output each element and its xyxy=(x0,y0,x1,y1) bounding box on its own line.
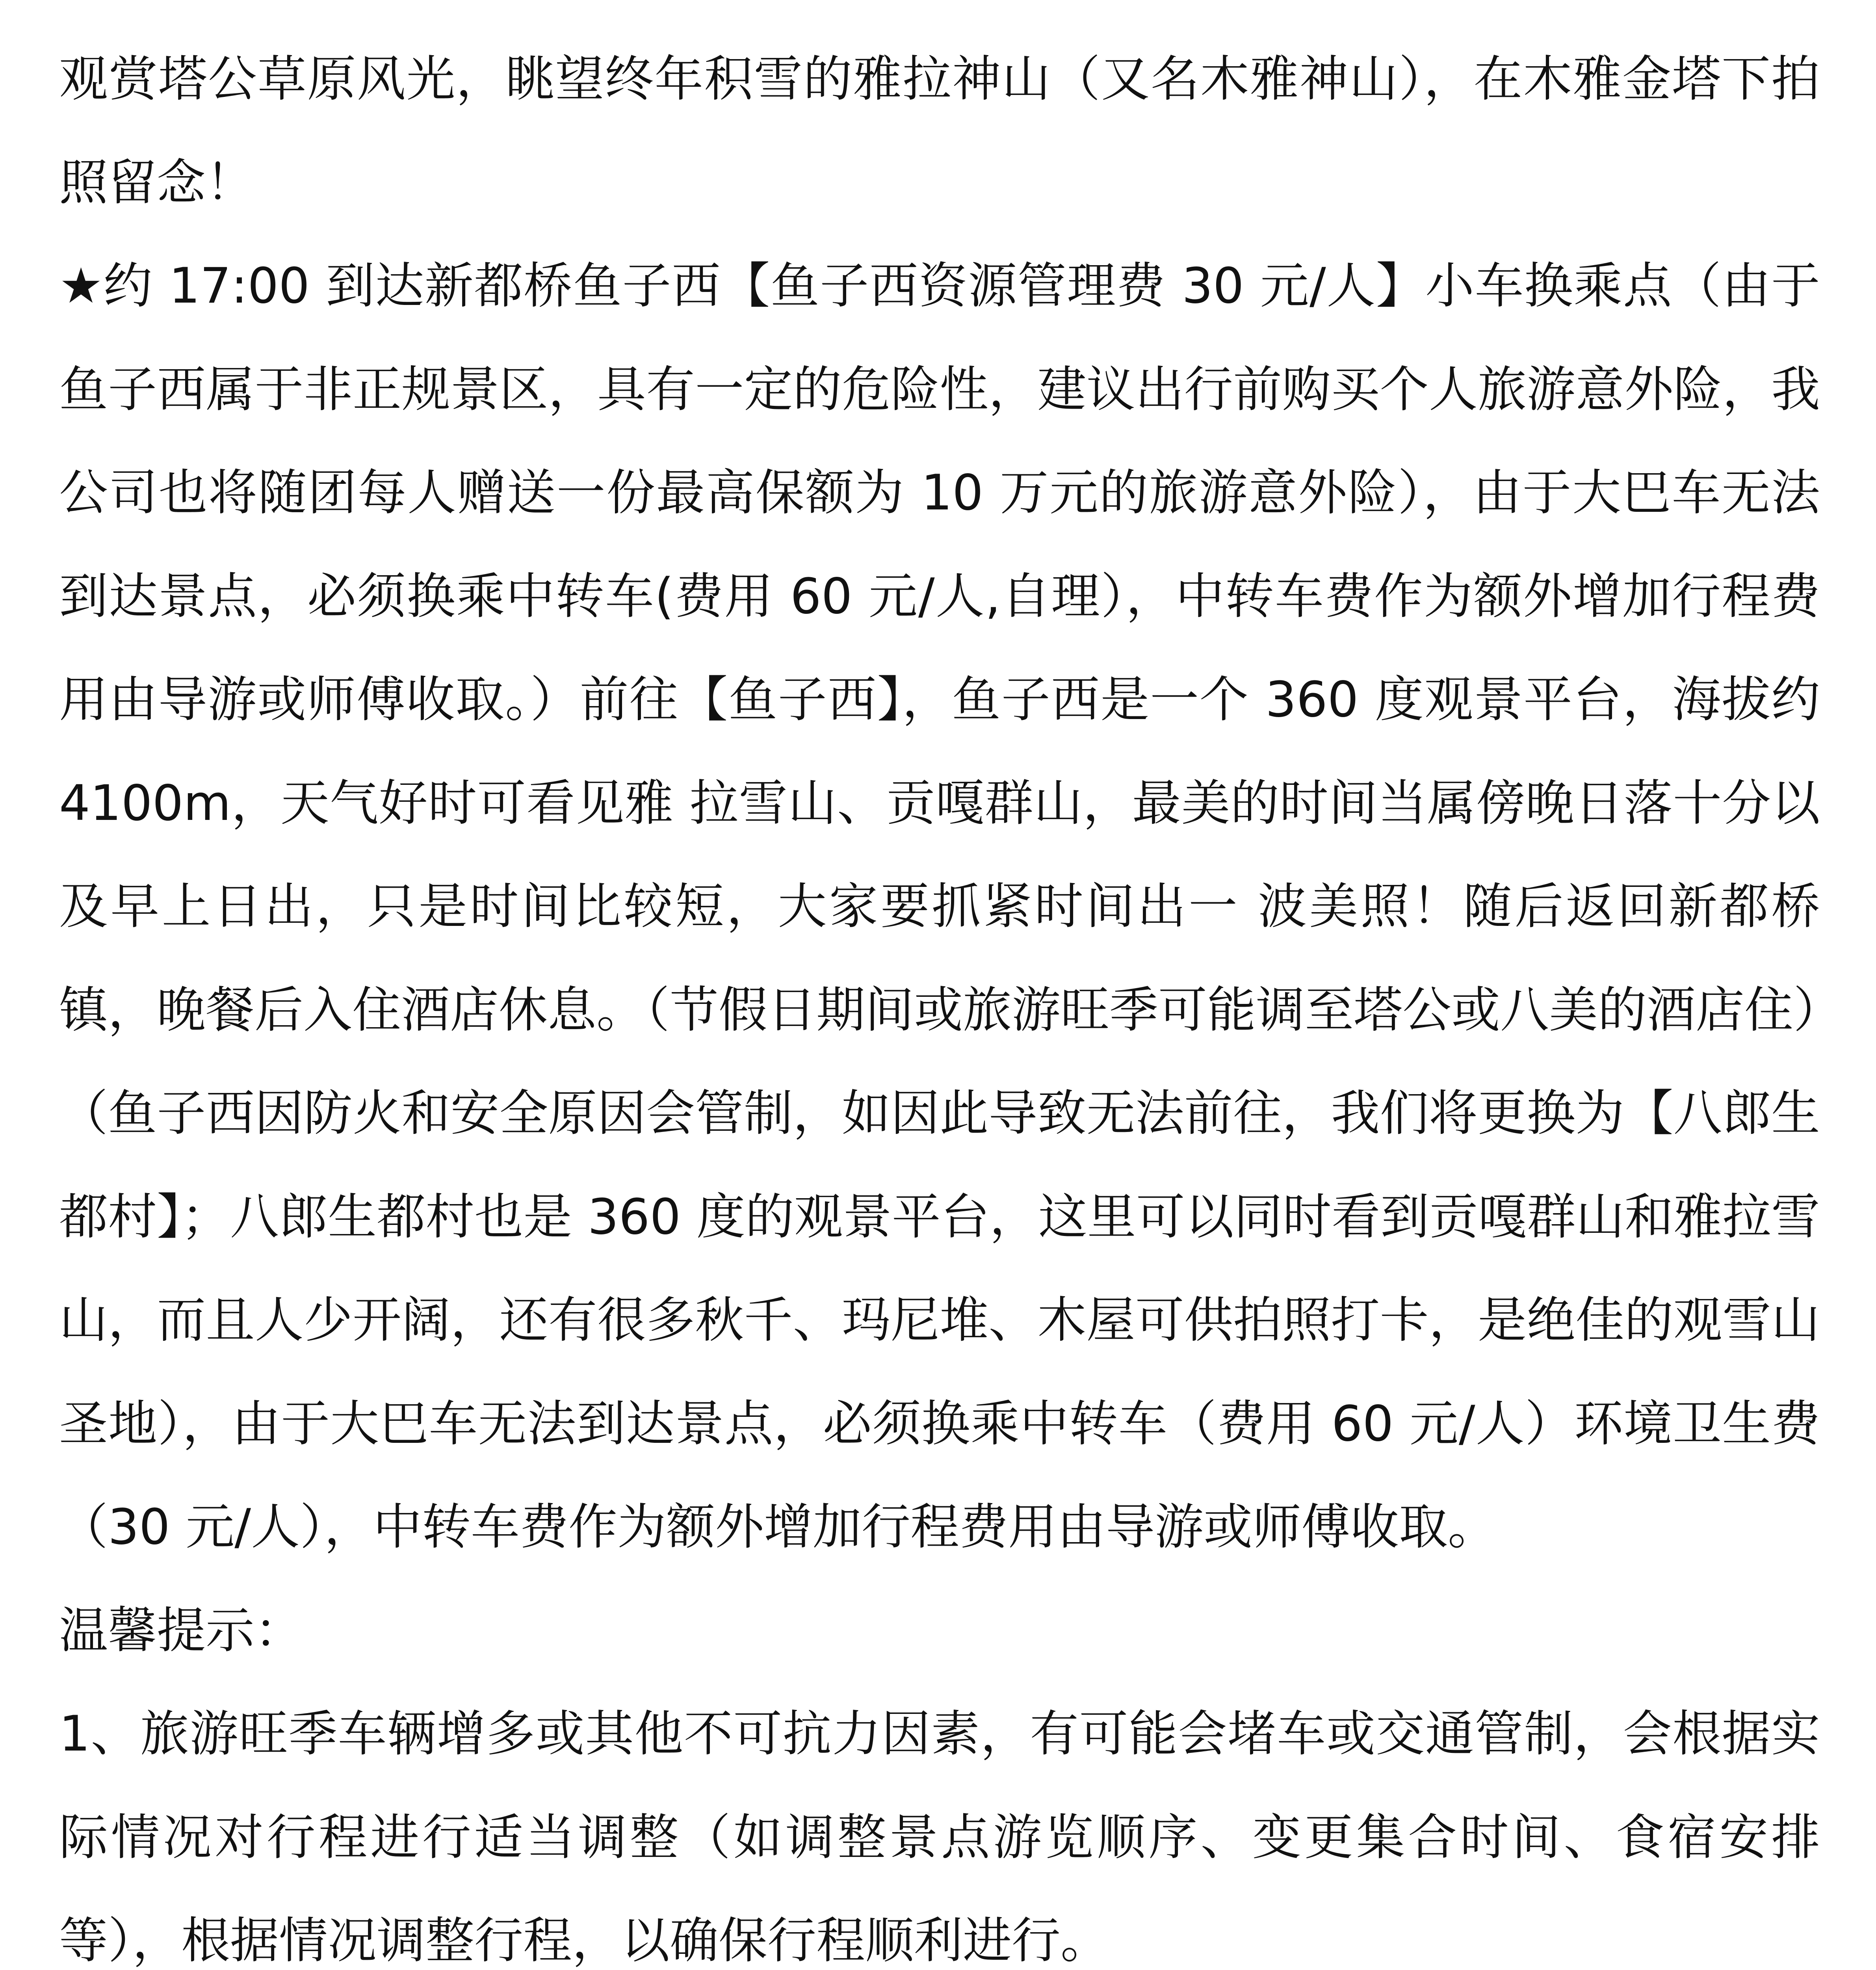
tips-heading: 温馨提示： xyxy=(59,1602,304,1659)
paragraph-tagong-grassland: 观赏塔公草原风光，眺望终年积雪的雅拉神山（又名木雅神山），在木雅金塔下拍照留念！ xyxy=(59,51,1820,211)
paragraph-balangshengdu-alternative: （鱼子西因防火和安全原因会管制，如因此导致无法前往，我们将更换为【八郎生都村】；八郎生都村也是 360 度的观景平台，这里可以同时看到贡嘎群山和雅拉雪山，而且人少开阔，还有很多秋千、玛尼堆、木屋可供拍照打卡，是绝佳的观雪山圣地），由于大巴车无法到达景点，必须换乘中转车（费用 60 元/人）环境卫生费（30 元/人），中转车费作为额外增加行程费用由导游或师傅收取。 xyxy=(59,1085,1820,1556)
paragraph-yuzixi-itinerary: ★约 17:00 到达新都桥鱼子西【鱼子西资源管理费 30 元/人】小车换乘点（由于鱼子西属于非正规景区，具有一定的危险性，建议出行前购买个人旅游意外险，我公司也将随团每人赠送一份最高保额为 10 万元的旅游意外险），由于大巴车无法到达景点，必须换乘中转车(费用 60 元/人,自理），中转车费作为额外增加行程费用由导游或师傅收取。）前往【鱼子西】，鱼子西是一个 360 度观景平台，海拔约 4100m，天气好时可看见雅 拉雪山、贡嘎群山，最美的时间当属傍晚日落十分以及早上日出，只是时间比较短，大家要抓紧时间出一 波美照！随后返回新都桥镇，晚餐后入住酒店休息。（节假日期间或旅游旺季可能调至塔公或八美的酒店住） xyxy=(59,258,1843,1039)
tip-item-1: 1、旅游旺季车辆增多或其他不可抗力因素，有可能会堵车或交通管制，会根据实际情况对行程进行适当调整（如调整景点游览顺序、变更集合时间、食宿安排等），根据情况调整行程，以确保行程顺利进行。 xyxy=(59,1706,1820,1969)
document-body xyxy=(59,28,1843,1970)
